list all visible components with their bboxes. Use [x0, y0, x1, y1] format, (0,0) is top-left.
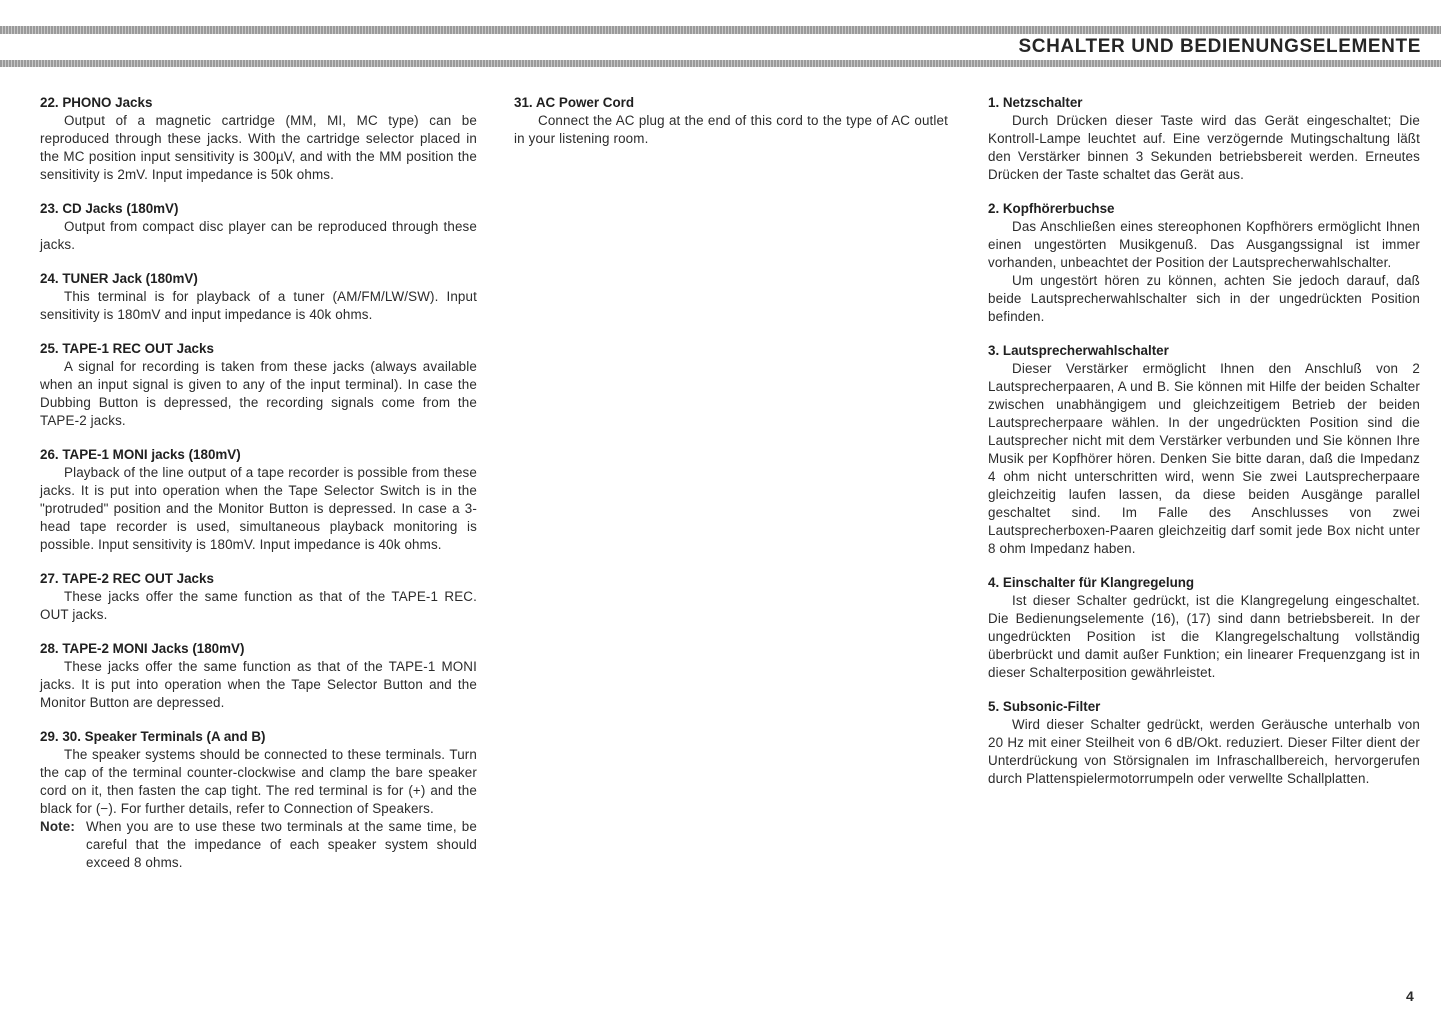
section-paragraph: The speaker systems should be connected to these terminals. Turn the cap of the terminal counter-clockwise and clamp the bare speaker cord on it, then fasten the cap tight. The red terminal is for (+) and the black for (−). For further details, refer to Connection of Speakers. [40, 747, 477, 816]
section-title: 1. Netzschalter [988, 95, 1083, 110]
page-header-title: SCHALTER UND BEDIENUNGSELEMENTE [1018, 36, 1421, 57]
note-text: When you are to use these two terminals at the same time, be careful that the impedance of each speaker system should exceed 8 ohms. [86, 819, 477, 870]
section-paragraph: This terminal is for playback of a tuner (AM/FM/LW/SW). Input sensitivity is 180mV and input impedance is 40k ohms. [40, 289, 477, 322]
section-title: 31. AC Power Cord [514, 95, 635, 110]
note-label: Note: [40, 819, 75, 834]
section-paragraph: Dieser Verstärker ermöglicht Ihnen den Anschluß von 2 Lautsprecherpaaren, A und B. Sie können mit Hilfe der beiden Schalter zwischen unabhängigem und gleichzeitigem Betrieb der beiden Lautsprecherpaare wählen. In der ungedrückten Position sind die Lautsprecher nicht mit dem Verstärker verbunden und Sie können Ihre Musik per Kopfhörer hören. Denken Sie bitte daran, daß die Impedanz 4 ohm nicht unterschritten wird, wenn Sie zwei Lautsprecherpaare gleichzeitig laufen lassen, da diese beiden Ausgänge parallel geschaltet sind. Im Falle des Anschlusses von zwei Lautsprecherboxen-Paaren gleichzeitig darf somit jede Box nicht unter 8 ohm Impedanz haben. [988, 361, 1420, 556]
section-tape2-rec-out [40, 570, 477, 624]
section-title: 2. Kopfhörerbuchse [988, 201, 1115, 216]
section-title: 26. TAPE-1 MONI jacks (180mV) [40, 447, 241, 462]
section-netzschalter [988, 94, 1420, 184]
right-column [988, 94, 1420, 804]
section-title: 3. Lautsprecherwahlschalter [988, 343, 1169, 358]
section-paragraph: Um ungestört hören zu können, achten Sie jedoch darauf, daß beide Lautsprecherwahlschalter sich in der ungedrückten Position befinden. [988, 273, 1420, 324]
section-paragraph: Connect the AC plug at the end of this cord to the type of AC outlet in your listening room. [514, 113, 948, 146]
section-title: 5. Subsonic-Filter [988, 699, 1101, 714]
page-number: 4 [1406, 988, 1414, 1004]
section-tape2-moni [40, 640, 477, 712]
section-klangregelung [988, 574, 1420, 682]
section-paragraph: Durch Drücken dieser Taste wird das Gerät eingeschaltet; Die Kontroll-Lampe leuchtet auf. Eine verzögernde Mutingschaltung läßt den Verstärker binnen 3 Sekunden betriebsbereit werden. Erneutes Drücken der Taste schaltet das Gerät aus. [988, 113, 1420, 182]
section-paragraph: Output of a magnetic cartridge (MM, MI, MC type) can be reproduced through these jacks. With the cartridge selector placed in the MC position input sensitivity is 300µV, and with the MM position the sensitivity is 2mV. Input impedance is 50k ohms. [40, 113, 477, 182]
header-rule-top [0, 26, 1441, 34]
section-paragraph: Das Anschließen eines stereophonen Kopfhörers ermöglicht Ihnen einen ungestörten Musikgenuß. Das Ausgangssignal ist immer vorhanden, unbeachtet der Position der Lautsprecherwahlschalter. [988, 219, 1420, 270]
section-lautsprecherwahlschalter [988, 342, 1420, 558]
section-paragraph: Playback of the line output of a tape recorder is possible from these jacks. It is put into operation when the Tape Selector Switch is in the "protruded" position and the Monitor Button is depressed. In case a 3-head tape recorder is used, simultaneous playback monitoring is possible. Input sensitivity is 180mV. Input impedance is 40k ohms. [40, 465, 477, 552]
section-paragraph: Wird dieser Schalter gedrückt, werden Geräusche unterhalb von 20 Hz mit einer Steilheit von 6 dB/Okt. reduziert. Dieser Filter dient der Unterdrückung von Störsignalen im Infraschallbereich, hervorgerufen durch Plattenspielermotorrumpeln oder verwellte Schallplatten. [988, 717, 1420, 786]
section-speaker-terminals [40, 728, 477, 872]
section-kopfhoererbuchse [988, 200, 1420, 326]
section-title: 23. CD Jacks (180mV) [40, 201, 179, 216]
section-tuner-jack [40, 270, 477, 324]
section-paragraph: These jacks offer the same function as that of the TAPE-1 REC. OUT jacks. [40, 589, 477, 622]
section-title: 4. Einschalter für Klangregelung [988, 575, 1195, 590]
header-rule-bottom [0, 60, 1441, 67]
section-title: 27. TAPE-2 REC OUT Jacks [40, 571, 214, 586]
note [40, 818, 477, 872]
section-subsonic-filter [988, 698, 1420, 788]
section-title: 24. TUNER Jack (180mV) [40, 271, 198, 286]
section-title: 25. TAPE-1 REC OUT Jacks [40, 341, 214, 356]
section-title: 22. PHONO Jacks [40, 95, 153, 110]
section-ac-power-cord [514, 94, 948, 148]
section-paragraph: Ist dieser Schalter gedrückt, ist die Klangregelung eingeschaltet. Die Bedienungselemente (16), (17) sind dann betriebsbereit. In der ungedrückten Position ist die Klangregelschaltung vollständig überbrückt und damit außer Funktion; ein linearer Frequenzgang ist in dieser Schalterposition gewährleistet. [988, 593, 1420, 680]
section-tape1-rec-out [40, 340, 477, 430]
left-column [40, 94, 477, 888]
section-paragraph: A signal for recording is taken from these jacks (always available when an input signal is given to any of the input terminal). In case the Dubbing Button is depressed, the recording signals come from the TAPE-2 jacks. [40, 359, 477, 428]
section-tape1-moni [40, 446, 477, 554]
section-title: 29. 30. Speaker Terminals (A and B) [40, 729, 266, 744]
section-phono-jacks [40, 94, 477, 184]
section-cd-jacks [40, 200, 477, 254]
middle-column [514, 94, 948, 164]
section-title: 28. TAPE-2 MONI Jacks (180mV) [40, 641, 245, 656]
section-paragraph: Output from compact disc player can be reproduced through these jacks. [40, 219, 477, 252]
section-paragraph: These jacks offer the same function as that of the TAPE-1 MONI jacks. It is put into operation when the Tape Selector Button and the Monitor Button are depressed. [40, 659, 477, 710]
